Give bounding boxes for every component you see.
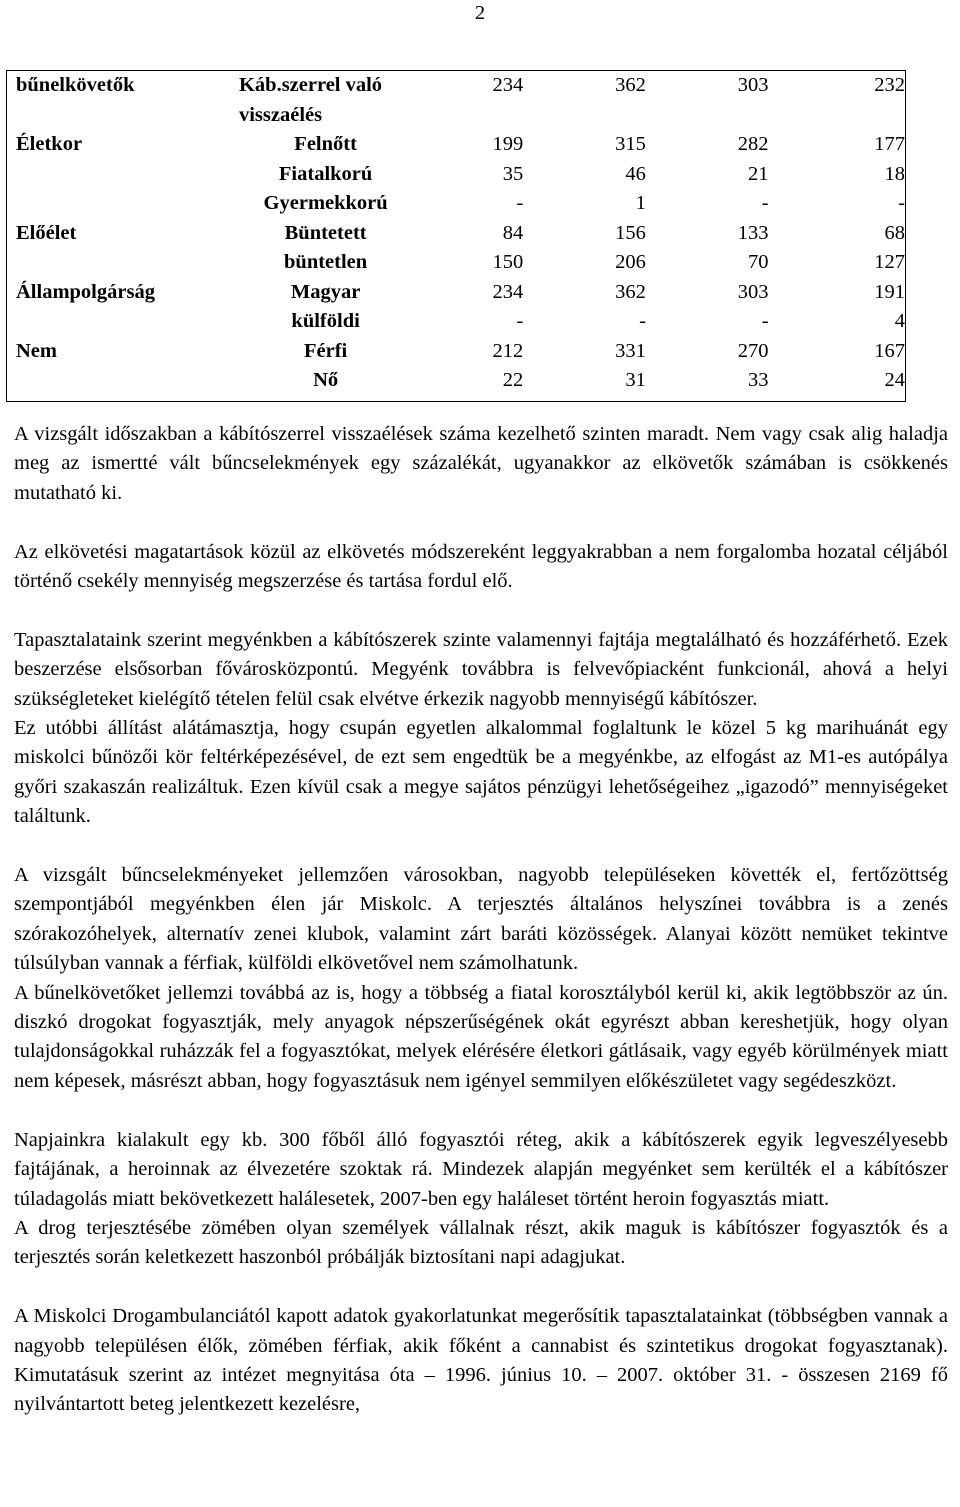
table-row (7, 189, 905, 219)
row-category (7, 160, 223, 190)
value-cell: - (516, 310, 524, 332)
row-category: Nem (16, 339, 57, 362)
row-subcategory: Felnőtt (294, 133, 357, 155)
row-category (7, 366, 223, 396)
row-subcategory-line1: Káb.szerrel való (238, 74, 383, 96)
table-row (7, 307, 905, 337)
value-cell: 234 (492, 280, 524, 303)
row-subcategory: Büntetett (284, 221, 367, 244)
table-row (7, 278, 905, 308)
row-category: bűnelkövetők (16, 74, 135, 96)
row-subcategory: Gyermekkorú (263, 192, 388, 214)
value-cell: 206 (615, 251, 646, 273)
value-cell: 156 (615, 221, 646, 244)
value-cell: 362 (615, 280, 646, 303)
value-cell: 282 (737, 133, 769, 155)
value-cell: - (516, 192, 524, 214)
row-subcategory: Nő (313, 369, 339, 391)
table-row (7, 337, 905, 367)
value-cell: 1 (635, 192, 646, 214)
row-category: Állampolgárság (16, 280, 155, 303)
value-cell: 22 (502, 369, 524, 391)
value-cell: 21 (748, 162, 769, 185)
value-cell: 68 (884, 221, 905, 244)
value-cell: 270 (737, 339, 769, 362)
table-row (7, 130, 905, 160)
paragraph: A vizsgált időszakban a kábítószerrel visszaélések száma kezelhető szinten maradt. Nem vagy csak alig haladja meg az ismertté vált bűncselekmények egy százalékát, ugyanakkor az elkövetők számában is csökkenés mutatható ki. (14, 423, 948, 504)
value-cell: 33 (748, 369, 769, 391)
row-category: Életkor (16, 133, 83, 155)
page-number: 2 (474, 2, 486, 24)
value-cell: 18 (884, 162, 905, 185)
table-row (7, 160, 905, 190)
row-category (7, 307, 223, 337)
paragraph: A bűnelkövetőket jellemzi továbbá az is, hogy a többség a fiatal korosztályból kerül ki, akik legtöbbször az ún. diszkó drogokat fogyasztják, mely anyagok népszerűségének okát egyrészt abban kereshetjük, hogy olyan tulajdonságokkal ruházzák fel a fogyasztókat, melyek elérésére életkori gátlásaik, vagy egyéb körülmények miatt nem képesek, másrészt abban, hogy fogyasztásuk nem igényel semmilyen előkészületet vagy segédeszközt. (14, 981, 948, 1092)
paragraph: A vizsgált bűncselekményeket jellemzően városokban, nagyobb településeken követték el, fertőzöttség szempontjából megyénkben élen jár Miskolc. A terjesztés általános helyszínei továbbra is a zenés szórakozóhelyek, alternatív zenei klubok, valamint zárt baráti közösségek. Alanyai között nemüket tekintve túlsúlyban vannak a férfiak, külföldi elkövetővel nem számolhatunk. (14, 864, 948, 975)
value-cell: 46 (625, 162, 646, 185)
value-cell: 84 (502, 221, 524, 244)
row-subcategory: külföldi (291, 310, 360, 332)
value-cell: 362 (615, 74, 646, 96)
row-subcategory: Fiatalkorú (278, 162, 373, 185)
paragraph: Napjainkra kialakult egy kb. 300 főből álló fogyasztói réteg, akik a kábítószerek egyik legveszélyesebb fajtájának, a heroinnak az élvezetére szoktak rá. Mindezek alapján megyénket sem kerülték el a kábítószer túladagolás miatt bekövetkezett halálesetek, 2007-ben egy haláleset történt heroin fogyasztás miatt. (14, 1128, 948, 1210)
value-cell: - (898, 192, 905, 214)
value-cell: 303 (737, 280, 769, 303)
row-subcategory: büntetlen (284, 251, 368, 273)
value-cell: 315 (615, 133, 646, 155)
row-subcategory: Férfi (303, 339, 348, 362)
value-cell: 234 (492, 74, 524, 96)
row-subcategory (223, 71, 428, 130)
value-cell: 167 (874, 339, 905, 362)
table-row (7, 71, 905, 130)
row-subcategory: Magyar (290, 280, 361, 303)
table-row (7, 366, 905, 396)
value-cell: 4 (894, 310, 905, 332)
paragraph: A drog terjesztésébe zömében olyan személyek vállalnak részt, akik maguk is kábítószer fogyasztók és a terjesztés során keletkezett haszonból próbálják biztosítani napi adagjukat. (14, 1216, 948, 1269)
value-cell: 191 (874, 280, 905, 303)
value-cell: - (761, 192, 769, 214)
table-row (7, 219, 905, 249)
row-category (7, 248, 223, 278)
value-cell: 133 (737, 221, 769, 244)
value-cell: 177 (874, 133, 905, 155)
value-cell: - (639, 310, 646, 332)
table-row (7, 248, 905, 278)
value-cell: 31 (625, 369, 646, 391)
value-cell: - (761, 310, 769, 332)
paragraph: Tapasztalataink szerint megyénkben a kábítószerek szinte valamennyi fajtája megtalálható és hozzáférhető. Ezek beszerzése elsősorban fővárosközpontú. Megyénk továbbra is felvevőpiacként funkcionál, ahová a helyi szükségleteket kielégítő tételen felül csak elvétve érkezik nagyobb mennyiségű kábítószer. (14, 628, 948, 710)
value-cell: 70 (748, 251, 769, 273)
statistics-table (6, 70, 906, 402)
paragraph: Az elkövetési magatartások közül az elkövetés módszereként leggyakrabban a nem forgalomba hozatal céljából történő csekély mennyiség megszerzése és tartása fordul elő. (14, 540, 948, 593)
value-cell: 35 (502, 162, 524, 185)
value-cell: 127 (874, 251, 905, 273)
value-cell: 303 (737, 74, 769, 96)
paragraph: Ez utóbbi állítást alátámasztja, hogy csupán egyetlen alkalommal foglaltunk le közel 5 kg marihuánát egy miskolci bűnözői kör feltérképezésével, de ezt sem engedtük be a megyénkbe, az elfogást az M1-es autópálya győri szakaszán realizáltuk. Ezen kívül csak a megye sajátos pénzügyi lehetőségeihez „igazodó” mennyiségeket találtunk. (14, 717, 948, 828)
row-subcategory-line2: visszaélés (238, 103, 323, 126)
row-category (7, 189, 223, 219)
value-cell: 199 (492, 133, 524, 155)
value-cell: 331 (615, 339, 646, 362)
value-cell: 232 (874, 74, 905, 96)
row-category: Előélet (16, 221, 77, 244)
body-text (14, 420, 948, 1420)
statistics-table-grid (7, 71, 905, 396)
value-cell: 150 (492, 251, 524, 273)
value-cell: 212 (492, 339, 524, 362)
value-cell: 24 (884, 369, 905, 391)
paragraph: A Miskolci Drogambulanciától kapott adatok gyakorlatunkat megerősítik tapasztalatainkat (többségben vannak a nagyobb településen élők, zömében férfiak, akik főként a cannabist és szintetikus drogokat fogyasztanak). Kimutatásuk szerint az intézet megnyitása óta – 1996. június 10. – 2007. október 31. - összesen 2169 fő nyilvántartott beteg jelentkezett kezelésre, (14, 1305, 948, 1416)
